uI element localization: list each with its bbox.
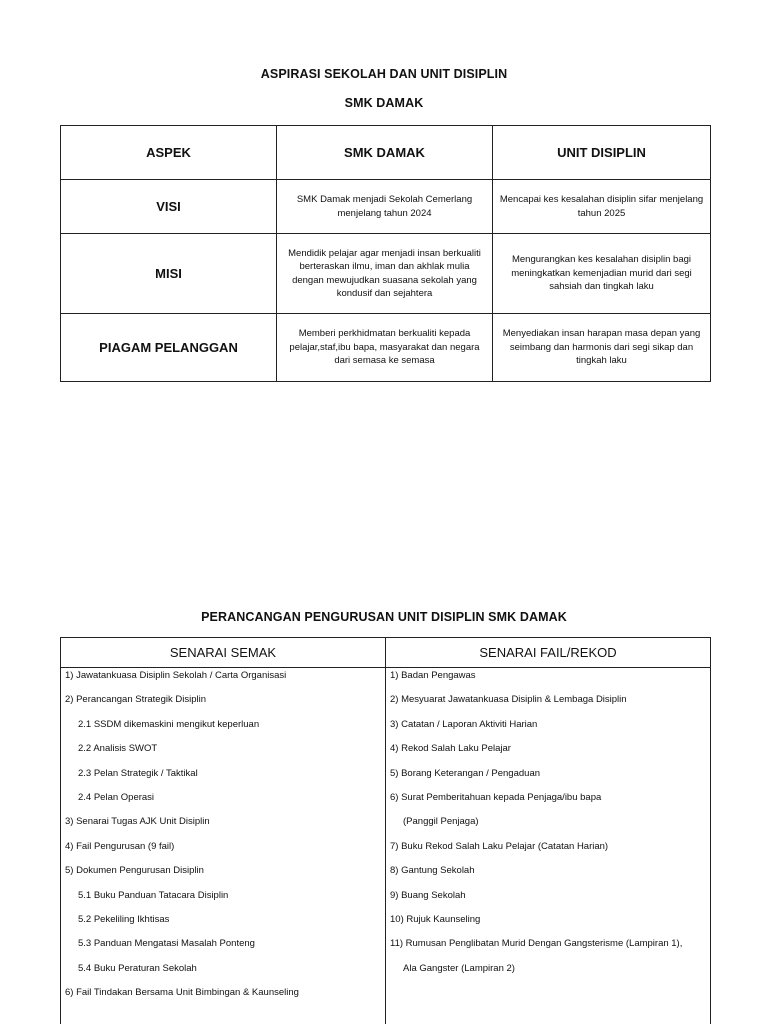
list-item: 5) Borang Keterangan / Pengaduan [390,767,541,779]
cell-smk-misi: Mendidik pelajar agar menjadi insan berkualiti berteraskan ilmu, iman dan akhlak mulia dengan mewujudkan suasana sekolah yang kondusif dan sejahtera [277,234,493,314]
list-item: 6) Fail Tindakan Bersama Unit Bimbingan & Kaunseling [65,987,299,999]
header-senarai-semak: SENARAI SEMAK [61,638,386,668]
row-head-visi: VISI [61,180,277,234]
list-item: 5) Dokumen Pengurusan Disiplin [65,865,204,877]
table-row [61,180,711,234]
table-row [61,314,711,382]
list-item: 1) Badan Pengawas [390,670,476,681]
list-item: 2.1 SSDM dikemaskini mengikut keperluan [78,718,260,730]
section1-subtitle: SMK DAMAK [344,96,424,110]
list-item: 11) Rumusan Penglibatan Murid Dengan Gangsterisme (Lampiran 1), [390,938,683,950]
cell-unit-piagam: Menyediakan insan harapan masa depan yang seimbang dan harmonis dari segi sikap dan tingkah laku [493,314,711,382]
cell-unit-visi: Mencapai kes kesalahan disiplin sifar menjelang tahun 2025 [493,180,711,234]
list-item: 6) Surat Pemberitahuan kepada Penjaga/ibu bapa [390,791,602,803]
senarai-fail-cell [386,668,711,1024]
header-unit-disiplin: UNIT DISIPLIN [493,126,711,180]
list-item: 1) Jawatankuasa Disiplin Sekolah / Carta Organisasi [65,670,287,681]
table-row [61,234,711,314]
aspirasi-table [60,125,711,382]
list-item: (Panggil Penjaga) [403,816,479,828]
senarai-semak-cell [61,668,386,1024]
section2-title: PERANCANGAN PENGURUSAN UNIT DISIPLIN SMK DAMAK [201,610,567,624]
list-item: 4) Fail Pengurusan (9 fail) [65,840,175,852]
list-item: 8) Gantung Sekolah [390,865,475,877]
list-item: 7) Buku Rekod Salah Laku Pelajar (Catatan Harian) [390,840,609,852]
pengurusan-table [60,637,711,1024]
list-item: 4) Rekod Salah Laku Pelajar [390,743,511,755]
cell-smk-visi: SMK Damak menjadi Sekolah Cemerlang menjelang tahun 2024 [277,180,493,234]
list-item: 5.2 Pekeliling Ikhtisas [78,913,170,925]
table-header-row [61,126,711,180]
header-aspek: ASPEK [61,126,277,180]
list-item: 5.4 Buku Peraturan Sekolah [78,962,197,974]
list-item: 2) Perancangan Strategik Disiplin [65,694,206,706]
header-smk-damak: SMK DAMAK [277,126,493,180]
list-item: 3) Catatan / Laporan Aktiviti Harian [390,718,538,730]
section1-title: ASPIRASI SEKOLAH DAN UNIT DISIPLIN [260,67,508,81]
cell-unit-misi: Mengurangkan kes kesalahan disiplin bagi meningkatkan kemenjadian murid dari segi sahsiah dan tingkah laku [493,234,711,314]
list-item: 5.3 Panduan Mengatasi Masalah Ponteng [78,938,255,950]
row-head-piagam: PIAGAM PELANGGAN [61,314,277,382]
table-header-row [61,638,711,668]
cell-smk-piagam: Memberi perkhidmatan berkualiti kepada pelajar,staf,ibu bapa, masyarakat dan negara dari semasa ke semasa [277,314,493,382]
list-item: 5.1 Buku Panduan Tatacara Disiplin [78,889,229,901]
list-item: 2.4 Pelan Operasi [78,791,155,803]
list-item: 2.3 Pelan Strategik / Taktikal [78,767,198,779]
list-item: 2.2 Analisis SWOT [78,743,158,755]
row-head-misi: MISI [61,234,277,314]
list-item: 3) Senarai Tugas AJK Unit Disiplin [65,816,210,828]
table-row [61,668,711,1024]
list-item: 9) Buang Sekolah [390,889,466,901]
list-item: 10) Rujuk Kaunseling [390,913,481,925]
list-item: 2) Mesyuarat Jawatankuasa Disiplin & Lembaga Disiplin [390,694,627,706]
header-senarai-fail: SENARAI FAIL/REKOD [386,638,711,668]
list-item: Ala Gangster (Lampiran 2) [403,962,515,974]
